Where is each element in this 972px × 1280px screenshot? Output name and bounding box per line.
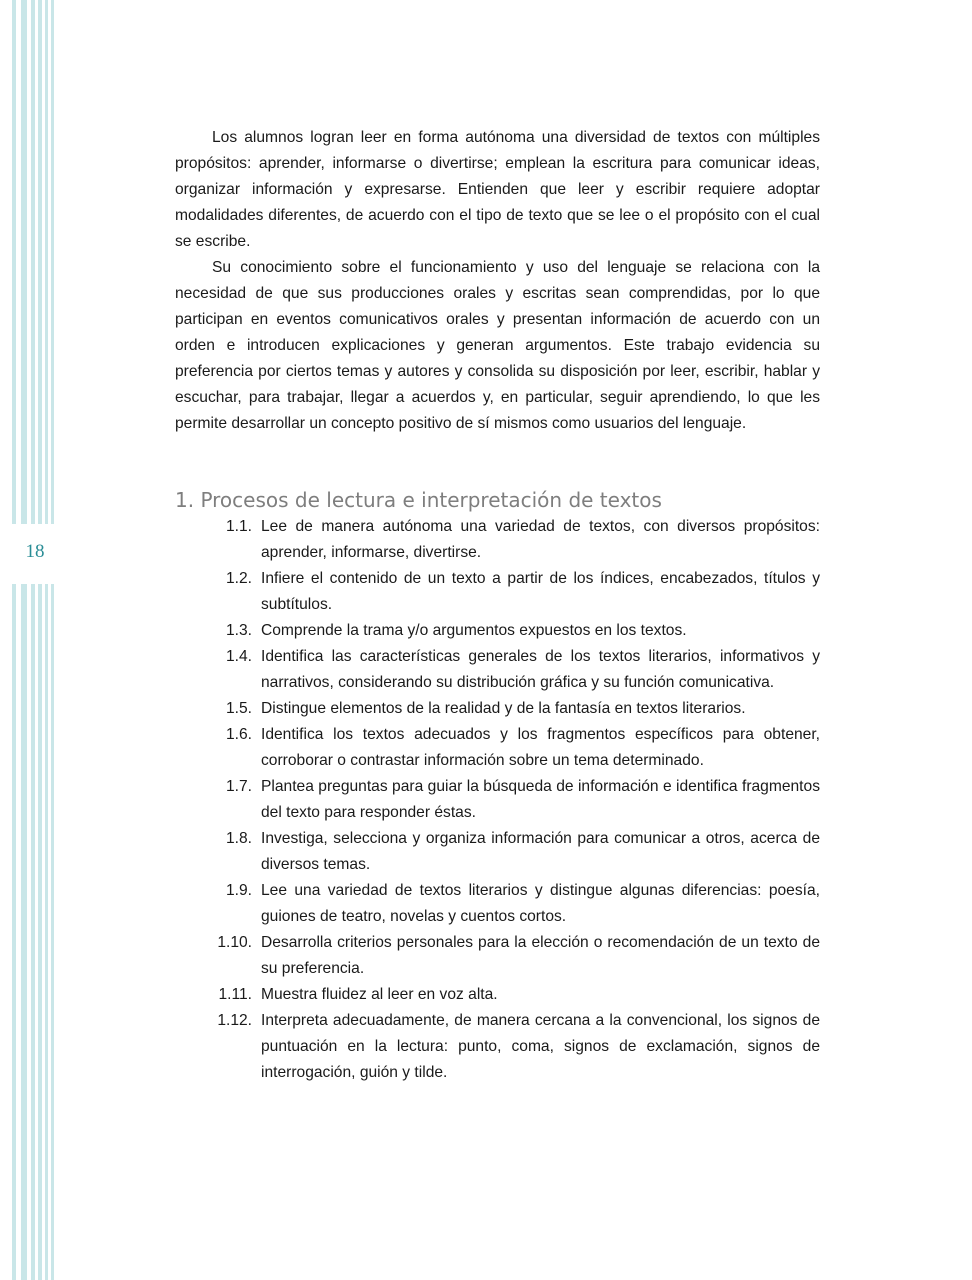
item-number: 1.5.	[225, 700, 252, 717]
list-item	[175, 514, 820, 566]
item-number: 1.11.	[218, 986, 252, 1003]
list-item	[175, 1008, 820, 1086]
item-text: Plantea preguntas para guiar la búsqueda de información e identifica fragmentos del texto para responder éstas.	[261, 778, 820, 821]
list-item	[175, 878, 820, 930]
item-text: Investiga, selecciona y organiza información para comunicar a otros, acerca de diversos temas.	[261, 830, 820, 873]
item-text: Infiere el contenido de un texto a partir de los índices, encabezados, títulos y subtítulos.	[261, 570, 820, 613]
list-item	[175, 774, 820, 826]
sidebar-stripes	[0, 0, 60, 1280]
list-item	[175, 982, 820, 1008]
objectives-list	[175, 514, 820, 1086]
item-text: Muestra fluidez al leer en voz alta.	[261, 986, 498, 1003]
list-item	[175, 566, 820, 618]
stripe	[21, 0, 27, 524]
stripe	[21, 584, 27, 1280]
stripe	[45, 584, 48, 1280]
list-item	[175, 930, 820, 982]
item-text: Comprende la trama y/o argumentos expuestos en los textos.	[261, 622, 687, 639]
stripe	[38, 584, 42, 1280]
item-number: 1.7.	[225, 778, 252, 795]
item-text: Identifica las características generales de los textos literarios, informativos y narrativos, considerando su distribución gráfica y su función comunicativa.	[261, 648, 820, 691]
list-item	[175, 696, 820, 722]
list-item	[175, 826, 820, 878]
item-text: Desarrolla criterios personales para la elección o recomendación de un texto de su preferencia.	[261, 934, 820, 977]
item-number: 1.6.	[225, 726, 252, 743]
stripe	[12, 0, 16, 524]
stripe	[31, 0, 35, 524]
item-text: Identifica los textos adecuados y los fragmentos específicos para obtener, corroborar o contrastar información sobre un tema determinado.	[261, 726, 820, 769]
item-number: 1.8.	[225, 830, 252, 847]
list-item	[175, 644, 820, 696]
intro-paragraph: Los alumnos logran leer en forma autónoma una diversidad de textos con múltiples propósitos: aprender, informarse o divertirse; emplean la escritura para comunicar ideas, organizar información y expresarse. Entienden que leer y escribir requiere adoptar modalidades diferentes, de acuerdo con el tipo de texto que se lee o el propósito con el cual se escribe.	[175, 129, 820, 250]
item-text: Interpreta adecuadamente, de manera cercana a la convencional, los signos de puntuación en la lectura: punto, coma, signos de exclamación, signos de interrogación, guión y tilde.	[261, 1012, 820, 1081]
item-text: Lee de manera autónoma una variedad de textos, con diversos propósitos: aprender, informarse, divertirse.	[261, 518, 820, 561]
item-text: Lee una variedad de textos literarios y distingue algunas diferencias: poesía, guiones de teatro, novelas y cuentos cortos.	[261, 882, 820, 925]
stripe	[51, 584, 54, 1280]
list-item	[175, 722, 820, 774]
item-number: 1.10.	[217, 934, 252, 951]
item-text: Distingue elementos de la realidad y de la fantasía en textos literarios.	[261, 700, 746, 717]
stripe	[45, 0, 48, 524]
item-number: 1.12.	[217, 1012, 252, 1029]
section-title: 1. Procesos de lectura e interpretación de textos	[175, 488, 662, 512]
item-number: 1.9.	[225, 882, 252, 899]
stripe	[51, 0, 54, 524]
intro-paragraph: Su conocimiento sobre el funcionamiento y uso del lenguaje se relaciona con la necesidad de que sus producciones orales y escritas sean comprendidas, por lo que participan en eventos comunicativos orales y presentan información de acuerdo con un orden e introducen explicaciones y generan argumentos. Este trabajo evidencia su preferencia por ciertos temas y autores y consolida su disposición por leer, escribir, hablar y escuchar, para trabajar, llegar a acuerdos y, en particular, seguir aprendiendo, lo que les permite desarrollar un concepto positivo de sí mismos como usuarios del lenguaje.	[175, 259, 820, 432]
stripe	[38, 0, 42, 524]
stripe	[31, 584, 35, 1280]
item-number: 1.4.	[225, 648, 252, 665]
page-number: 18	[25, 541, 45, 562]
stripe	[12, 584, 16, 1280]
item-number: 1.2.	[225, 570, 252, 587]
item-number: 1.1.	[225, 518, 252, 535]
list-item	[175, 618, 820, 644]
page-content	[175, 125, 820, 1086]
item-number: 1.3.	[225, 622, 252, 639]
